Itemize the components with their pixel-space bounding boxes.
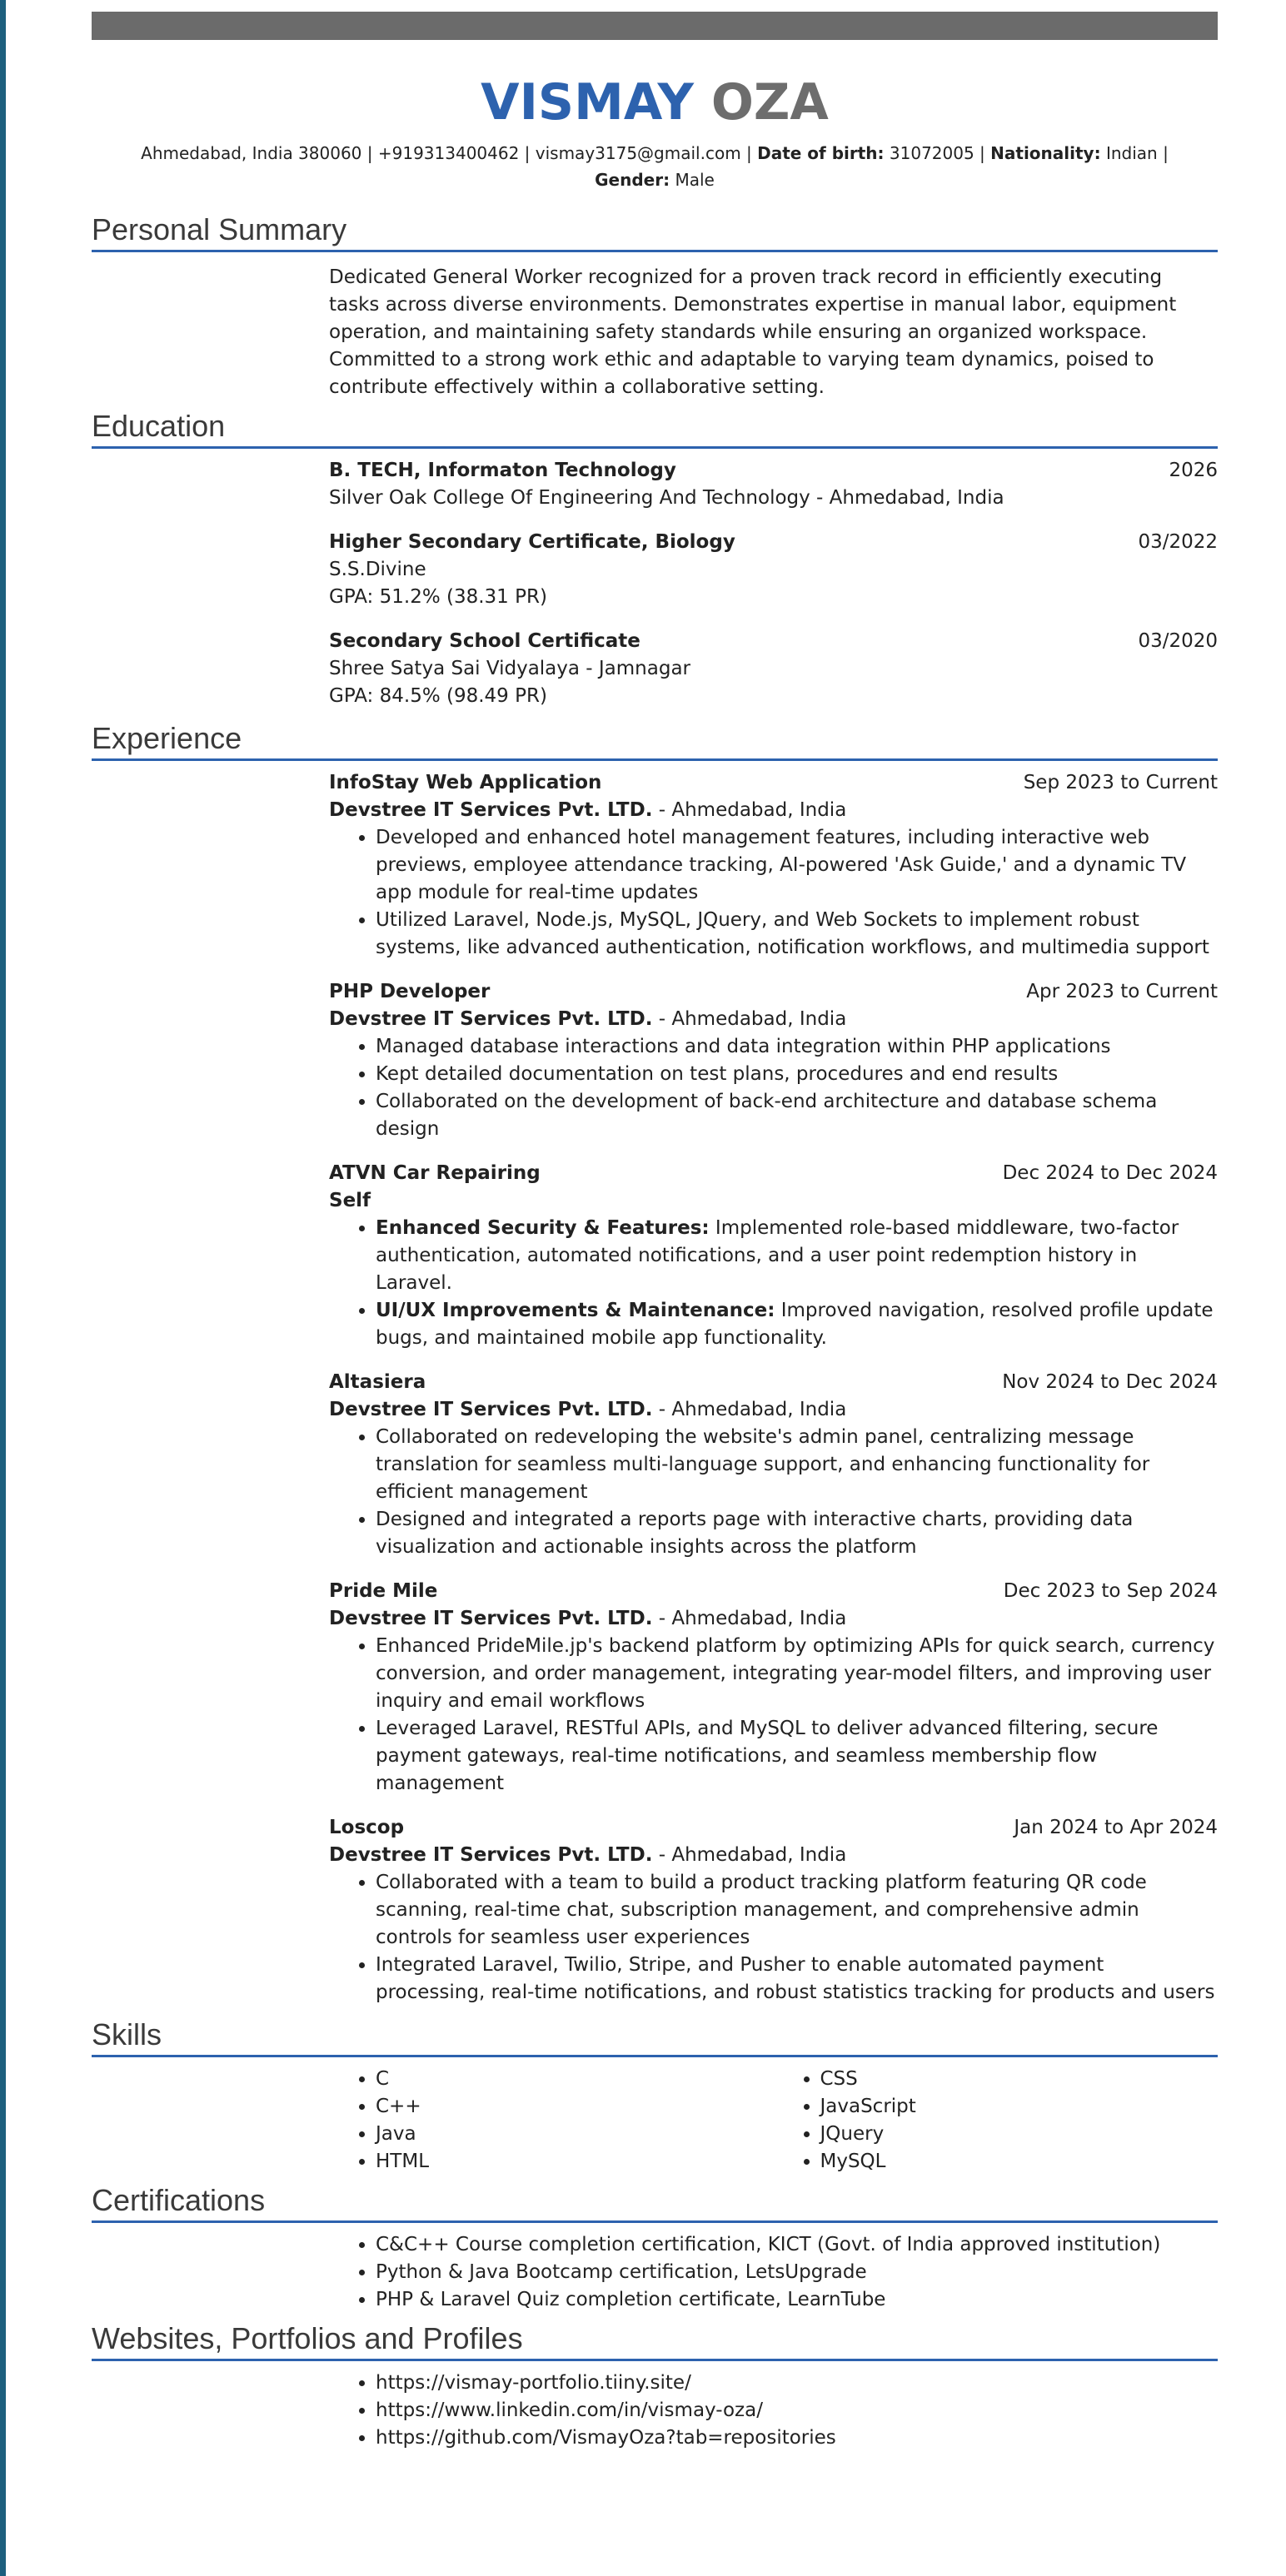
education-entry: [329, 628, 1218, 710]
dob-label: Date of birth:: [757, 143, 885, 163]
job-location: - Ahmedabad, India: [652, 1608, 847, 1629]
gpa: GPA: 51.2% (38.31 PR): [329, 586, 547, 608]
candidate-name: [92, 75, 1218, 130]
job-bullets: [329, 824, 1218, 962]
skills-grid: [329, 2066, 1218, 2176]
bullet-item: • Kept detailed documentation on test plans, procedures and end results: [376, 1061, 1218, 1088]
experience-entry: [329, 978, 1218, 1143]
website-link[interactable]: • https://www.linkedin.com/in/vismay-oza/: [376, 2397, 1218, 2424]
job-title: Altasiera: [329, 1371, 426, 1393]
bullet-item: • Collaborated on the development of back-end architecture and database schema design: [376, 1088, 1218, 1143]
employer: [329, 1396, 1218, 1424]
skill-item: • JavaScript: [820, 2093, 1219, 2121]
skill-item: • JQuery: [820, 2121, 1219, 2148]
skills-body: [329, 2057, 1218, 2176]
gender-label: Gender:: [595, 170, 670, 190]
section-title-summary: Personal Summary: [92, 213, 1218, 252]
job-title: ATVN Car Repairing: [329, 1162, 541, 1184]
bullet-item: • Enhanced PrideMile.jp's backend platform by optimizing APIs for quick search, currency conversion, and order management, integrating year-model filters, and improving user inquiry and email workflows: [376, 1633, 1218, 1715]
school-name: Silver Oak College Of Engineering And Technology - Ahmedabad, India: [329, 487, 1004, 509]
job-bullets: [329, 1424, 1218, 1561]
education-entry: [329, 529, 1218, 611]
bullet-keyword: UI/UX Improvements & Maintenance:: [376, 1300, 775, 1321]
gender: Male: [675, 170, 715, 190]
bullet-item: • Collaborated with a team to build a product tracking platform featuring QR code scanning, real-time chat, subscription management, and comprehensive admin controls for seamless user experiences: [376, 1869, 1218, 1952]
summary-body: [329, 252, 1218, 401]
job-title: Pride Mile: [329, 1580, 438, 1602]
dob: 31072005: [889, 143, 974, 163]
section-title-education: Education: [92, 410, 1218, 449]
bullet-item: • Collaborated on redeveloping the website's admin panel, centralizing message translation for seamless multi-language support, and enhancing functionality for efficient management: [376, 1424, 1218, 1506]
website-link[interactable]: • https://github.com/VismayOza?tab=repositories: [376, 2424, 1218, 2452]
job-date: Nov 2024 to Dec 2024: [1002, 1371, 1218, 1393]
certification-item: • C&C++ Course completion certification, KICT (Govt. of India approved institution): [376, 2231, 1218, 2259]
bullet-item: • Leveraged Laravel, RESTful APIs, and MySQL to deliver advanced filtering, secure payment gateways, real-time notifications, and seamless membership flow management: [376, 1715, 1218, 1798]
nationality: Indian: [1105, 143, 1158, 163]
experience-entry: [329, 1160, 1218, 1352]
nationality-label: Nationality:: [990, 143, 1101, 163]
bullet-keyword: Enhanced Security & Features:: [376, 1217, 710, 1239]
experience-entry: [329, 1369, 1218, 1561]
company-name: Devstree IT Services Pvt. LTD.: [329, 799, 653, 821]
experience-body: [329, 761, 1218, 2007]
job-date: Sep 2023 to Current: [1023, 772, 1218, 793]
websites-body: [329, 2361, 1218, 2452]
bullet-item: [376, 1297, 1218, 1352]
skill-item: • CSS: [820, 2066, 1219, 2093]
bullet-item: • Designed and integrated a reports page with interactive charts, providing data visualization and actionable insights across the platform: [376, 1506, 1218, 1561]
company-name: Devstree IT Services Pvt. LTD.: [329, 1008, 653, 1030]
contact-info: Ahmedabad, India 380060 | +919313400462 | vismay3175@gmail.com | Date of birth: 31072005 | Nationality: Indian | Gender: Male: [141, 143, 1169, 190]
job-date: Apr 2023 to Current: [1026, 981, 1218, 1002]
gpa: GPA: 84.5% (98.49 PR): [329, 685, 547, 707]
last-name: OZA: [710, 73, 829, 132]
first-name: VISMAY: [481, 73, 694, 132]
company-name: Self: [329, 1190, 371, 1211]
school-name: Shree Satya Sai Vidyalaya - Jamnagar: [329, 658, 691, 679]
education-body: [329, 449, 1218, 710]
section-title-experience: Experience: [92, 722, 1218, 761]
employer: [329, 1187, 1218, 1215]
job-title: InfoStay Web Application: [329, 772, 602, 793]
address: Ahmedabad, India 380060: [141, 143, 362, 163]
experience-entry: [329, 769, 1218, 962]
employer: [329, 1006, 1218, 1033]
left-accent-bar: [0, 0, 6, 2576]
summary-section: [92, 213, 1218, 401]
section-title-certifications: Certifications: [92, 2184, 1218, 2223]
job-bullets: [329, 1869, 1218, 2007]
section-title-skills: Skills: [92, 2018, 1218, 2057]
job-bullets: [329, 1215, 1218, 1352]
skills-column: [774, 2066, 1219, 2176]
certifications-list: [329, 2231, 1218, 2314]
phone: +919313400462: [377, 143, 520, 163]
certifications-section: [92, 2184, 1218, 2314]
job-location: - Ahmedabad, India: [652, 1399, 847, 1420]
degree-title: Secondary School Certificate: [329, 630, 641, 652]
school-name: S.S.Divine: [329, 559, 426, 580]
certification-item: • Python & Java Bootcamp certification, LetsUpgrade: [376, 2259, 1218, 2286]
employer: [329, 797, 1218, 824]
skill-item: • HTML: [376, 2148, 774, 2176]
employer: [329, 1842, 1218, 1869]
job-bullets: [329, 1633, 1218, 1798]
experience-section: [92, 722, 1218, 2007]
job-location: - Ahmedabad, India: [652, 799, 847, 821]
job-date: Dec 2023 to Sep 2024: [1003, 1580, 1218, 1602]
job-date: Dec 2024 to Dec 2024: [1002, 1162, 1218, 1184]
degree-title: Higher Secondary Certificate, Biology: [329, 531, 735, 553]
experience-entry: [329, 1578, 1218, 1798]
job-location: - Ahmedabad, India: [652, 1008, 847, 1030]
website-link[interactable]: • https://vismay-portfolio.tiiny.site/: [376, 2370, 1218, 2397]
websites-section: [92, 2322, 1218, 2452]
company-name: Devstree IT Services Pvt. LTD.: [329, 1399, 653, 1420]
education-date: 03/2022: [1138, 531, 1218, 553]
company-name: Devstree IT Services Pvt. LTD.: [329, 1844, 653, 1866]
bullet-item: • Developed and enhanced hotel management features, including interactive web previews, employee attendance tracking, AI-powered 'Ask Guide,' and a dynamic TV app module for real-time updates: [376, 824, 1218, 907]
skills-column: [329, 2066, 774, 2176]
company-name: Devstree IT Services Pvt. LTD.: [329, 1608, 653, 1629]
section-title-websites: Websites, Portfolios and Profiles: [92, 2322, 1218, 2361]
email: vismay3175@gmail.com: [535, 143, 741, 163]
education-date: 03/2020: [1138, 630, 1218, 652]
bullet-item: • Managed database interactions and data integration within PHP applications: [376, 1033, 1218, 1061]
job-date: Jan 2024 to Apr 2024: [1014, 1817, 1218, 1838]
certifications-body: [329, 2223, 1218, 2314]
websites-list: [329, 2370, 1218, 2452]
job-title: Loscop: [329, 1817, 405, 1838]
education-entry: [329, 457, 1218, 512]
skill-item: • C: [376, 2066, 774, 2093]
job-title: PHP Developer: [329, 981, 491, 1002]
bullet-text: Improved navigation, resolved profile update bugs, and maintained mobile app functionality.: [376, 1300, 1214, 1349]
job-location: - Ahmedabad, India: [652, 1844, 847, 1866]
header-band: [92, 12, 1218, 40]
experience-entry: [329, 1814, 1218, 2007]
bullet-item: • Utilized Laravel, Node.js, MySQL, JQuery, and Web Sockets to implement robust systems, like advanced authentication, notification workflows, and multimedia support: [376, 907, 1218, 962]
certification-item: • PHP & Laravel Quiz completion certificate, LearnTube: [376, 2286, 1218, 2314]
degree-title: B. TECH, Informaton Technology: [329, 460, 676, 481]
employer: [329, 1605, 1218, 1633]
skill-item: • MySQL: [820, 2148, 1219, 2176]
resume-page: [92, 12, 1218, 2452]
job-bullets: [329, 1033, 1218, 1143]
skill-item: • Java: [376, 2121, 774, 2148]
education-date: 2026: [1169, 460, 1218, 481]
summary-text: Dedicated General Worker recognized for a proven track record in efficiently executing tasks across diverse environments. Demonstrates expertise in manual labor, equipment operation, and maintaining safety standards while ensuring an organized workspace. Committed to a strong work ethic and adaptable to varying team dynamics, poised to contribute effectively within a collaborative setting.: [329, 266, 1177, 398]
bullet-item: • Integrated Laravel, Twilio, Stripe, and Pusher to enable automated payment processing, real-time notifications, and robust statistics tracking for products and users: [376, 1952, 1218, 2007]
bullet-item: [376, 1215, 1218, 1297]
skill-item: • C++: [376, 2093, 774, 2121]
skills-section: [92, 2018, 1218, 2176]
bullet-text: Implemented role-based middleware, two-factor authentication, automated notifications, and a user point redemption history in Laravel.: [376, 1217, 1179, 1294]
education-section: [92, 410, 1218, 710]
